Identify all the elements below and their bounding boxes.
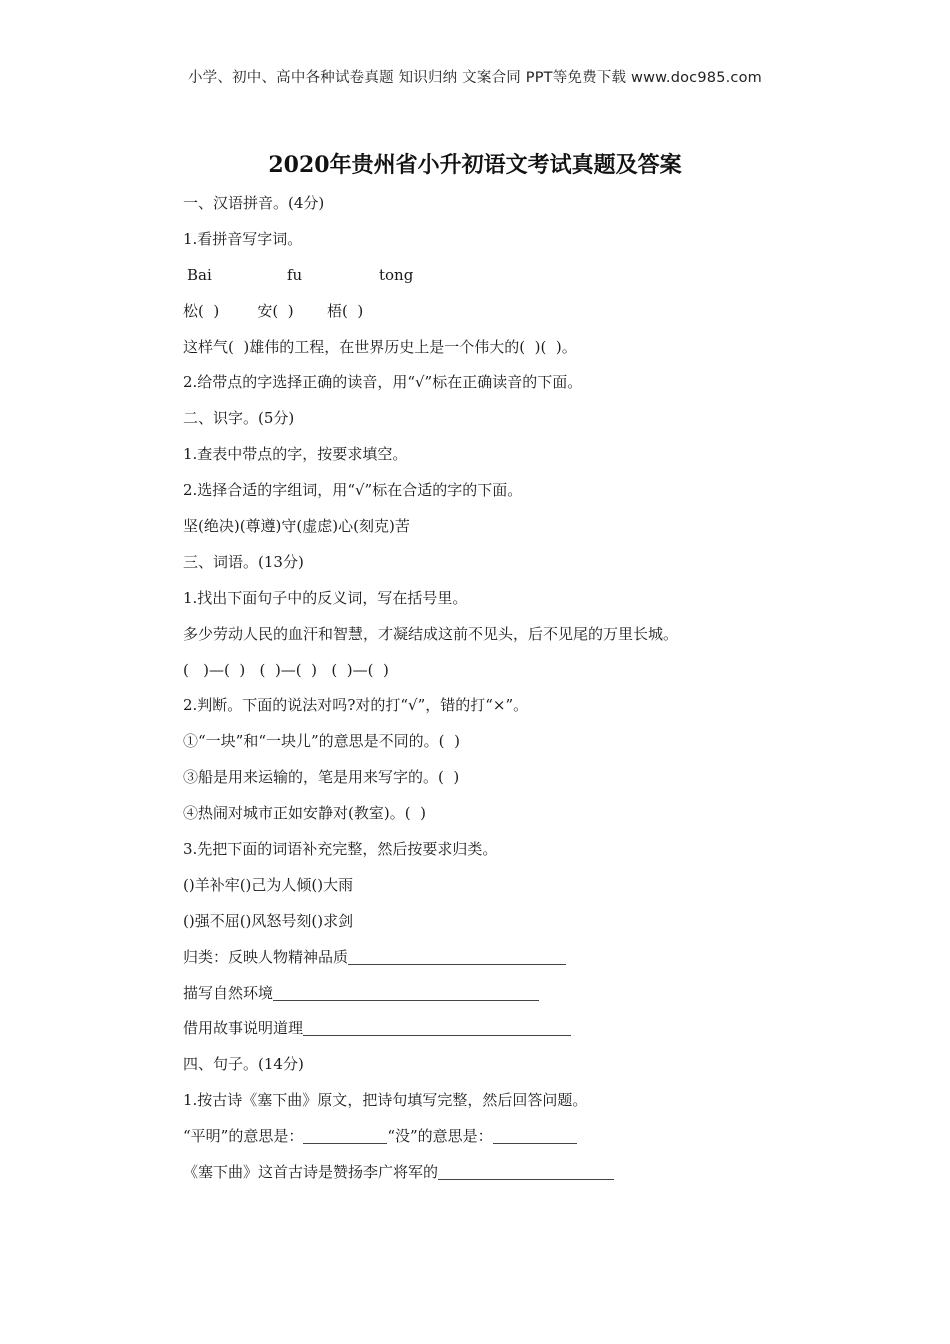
prompt: “平明”的意思是： xyxy=(183,1127,304,1146)
question-line: ④热闹对城市正如安静对(教室)。( ) xyxy=(183,804,426,823)
question-line: ③船是用来运输的，笔是用来写字的。( ) xyxy=(183,768,460,787)
question-line: ()羊补牢()己为人倾()大雨 xyxy=(183,875,354,894)
pinyin-row xyxy=(183,258,803,294)
question-line: ( )—( ) ( )—( ) ( )—( ) xyxy=(183,660,389,679)
section-heading: 二、识字。(5分) xyxy=(183,409,295,428)
classification-line xyxy=(183,976,803,1012)
classification-label: 借用故事说明道理 xyxy=(183,1019,304,1038)
page-header: 小学、初中、高中各种试卷真题 知识归纳 文案合同 PPT等免费下载 www.doc985.com xyxy=(187,70,763,86)
question-line: 松( ) 安( ) 梧( ) xyxy=(183,301,364,320)
pinyin: fu xyxy=(287,265,303,284)
classification-label: 描写自然环境 xyxy=(183,983,274,1002)
question-line: 这样气( )雄伟的工程，在世界历史上是一个伟大的( )( )。 xyxy=(183,337,577,356)
answer-blank xyxy=(303,1017,571,1036)
question: 3.先把下面的词语补充完整，然后按要求归类。 xyxy=(183,840,498,859)
question: 1.找出下面句子中的反义词，写在括号里。 xyxy=(183,588,468,607)
prompt: 《塞下曲》这首古诗是赞扬李广将军的 xyxy=(183,1163,439,1182)
prompt: “没”的意思是： xyxy=(387,1127,493,1146)
question: 2.给带点的字选择正确的读音，用“√”标在正确读音的下面。 xyxy=(183,373,583,392)
question-line xyxy=(183,1155,803,1191)
question-line: 多少劳动人民的血汗和智慧，才凝结成这前不见头，后不见尾的万里长城。 xyxy=(183,624,679,643)
question: 1.查表中带点的字，按要求填空。 xyxy=(183,445,408,464)
question-line: ①“一块”和“一块儿”的意思是不同的。( ) xyxy=(183,732,460,751)
section-heading: 四、句子。(14分) xyxy=(183,1055,304,1074)
question-line: 坚(绝决)(尊遵)守(虚虑)心(刻克)苦 xyxy=(183,517,410,536)
answer-blank xyxy=(348,946,566,965)
question-line xyxy=(183,1119,803,1155)
question: 2.判断。下面的说法对吗?对的打“√”，错的打“×”。 xyxy=(183,696,529,715)
classification-label: 归类：反映人物精神品质 xyxy=(183,947,349,966)
section-heading: 一、汉语拼音。(4分) xyxy=(183,194,325,212)
page-title: 2020年贵州省小升初语文考试真题及答案 xyxy=(268,152,682,178)
exam-body xyxy=(183,186,803,1191)
question: 1.按古诗《塞下曲》原文，把诗句填写完整，然后回答问题。 xyxy=(183,1091,588,1110)
answer-blank xyxy=(273,982,539,1001)
section-heading: 三、词语。(13分) xyxy=(183,552,304,571)
answer-blank xyxy=(303,1125,387,1144)
pinyin: Bai xyxy=(187,265,212,284)
question: 2.选择合适的字组词，用“√”标在合适的字的下面。 xyxy=(183,481,523,500)
answer-blank xyxy=(438,1161,614,1180)
pinyin: tong xyxy=(379,265,414,284)
question: 1.看拼音写字词。 xyxy=(183,229,303,248)
classification-line xyxy=(183,1011,803,1047)
classification-line xyxy=(183,940,803,976)
answer-blank xyxy=(493,1125,577,1144)
question-line: ()强不屈()风怒号刻()求剑 xyxy=(183,911,354,930)
